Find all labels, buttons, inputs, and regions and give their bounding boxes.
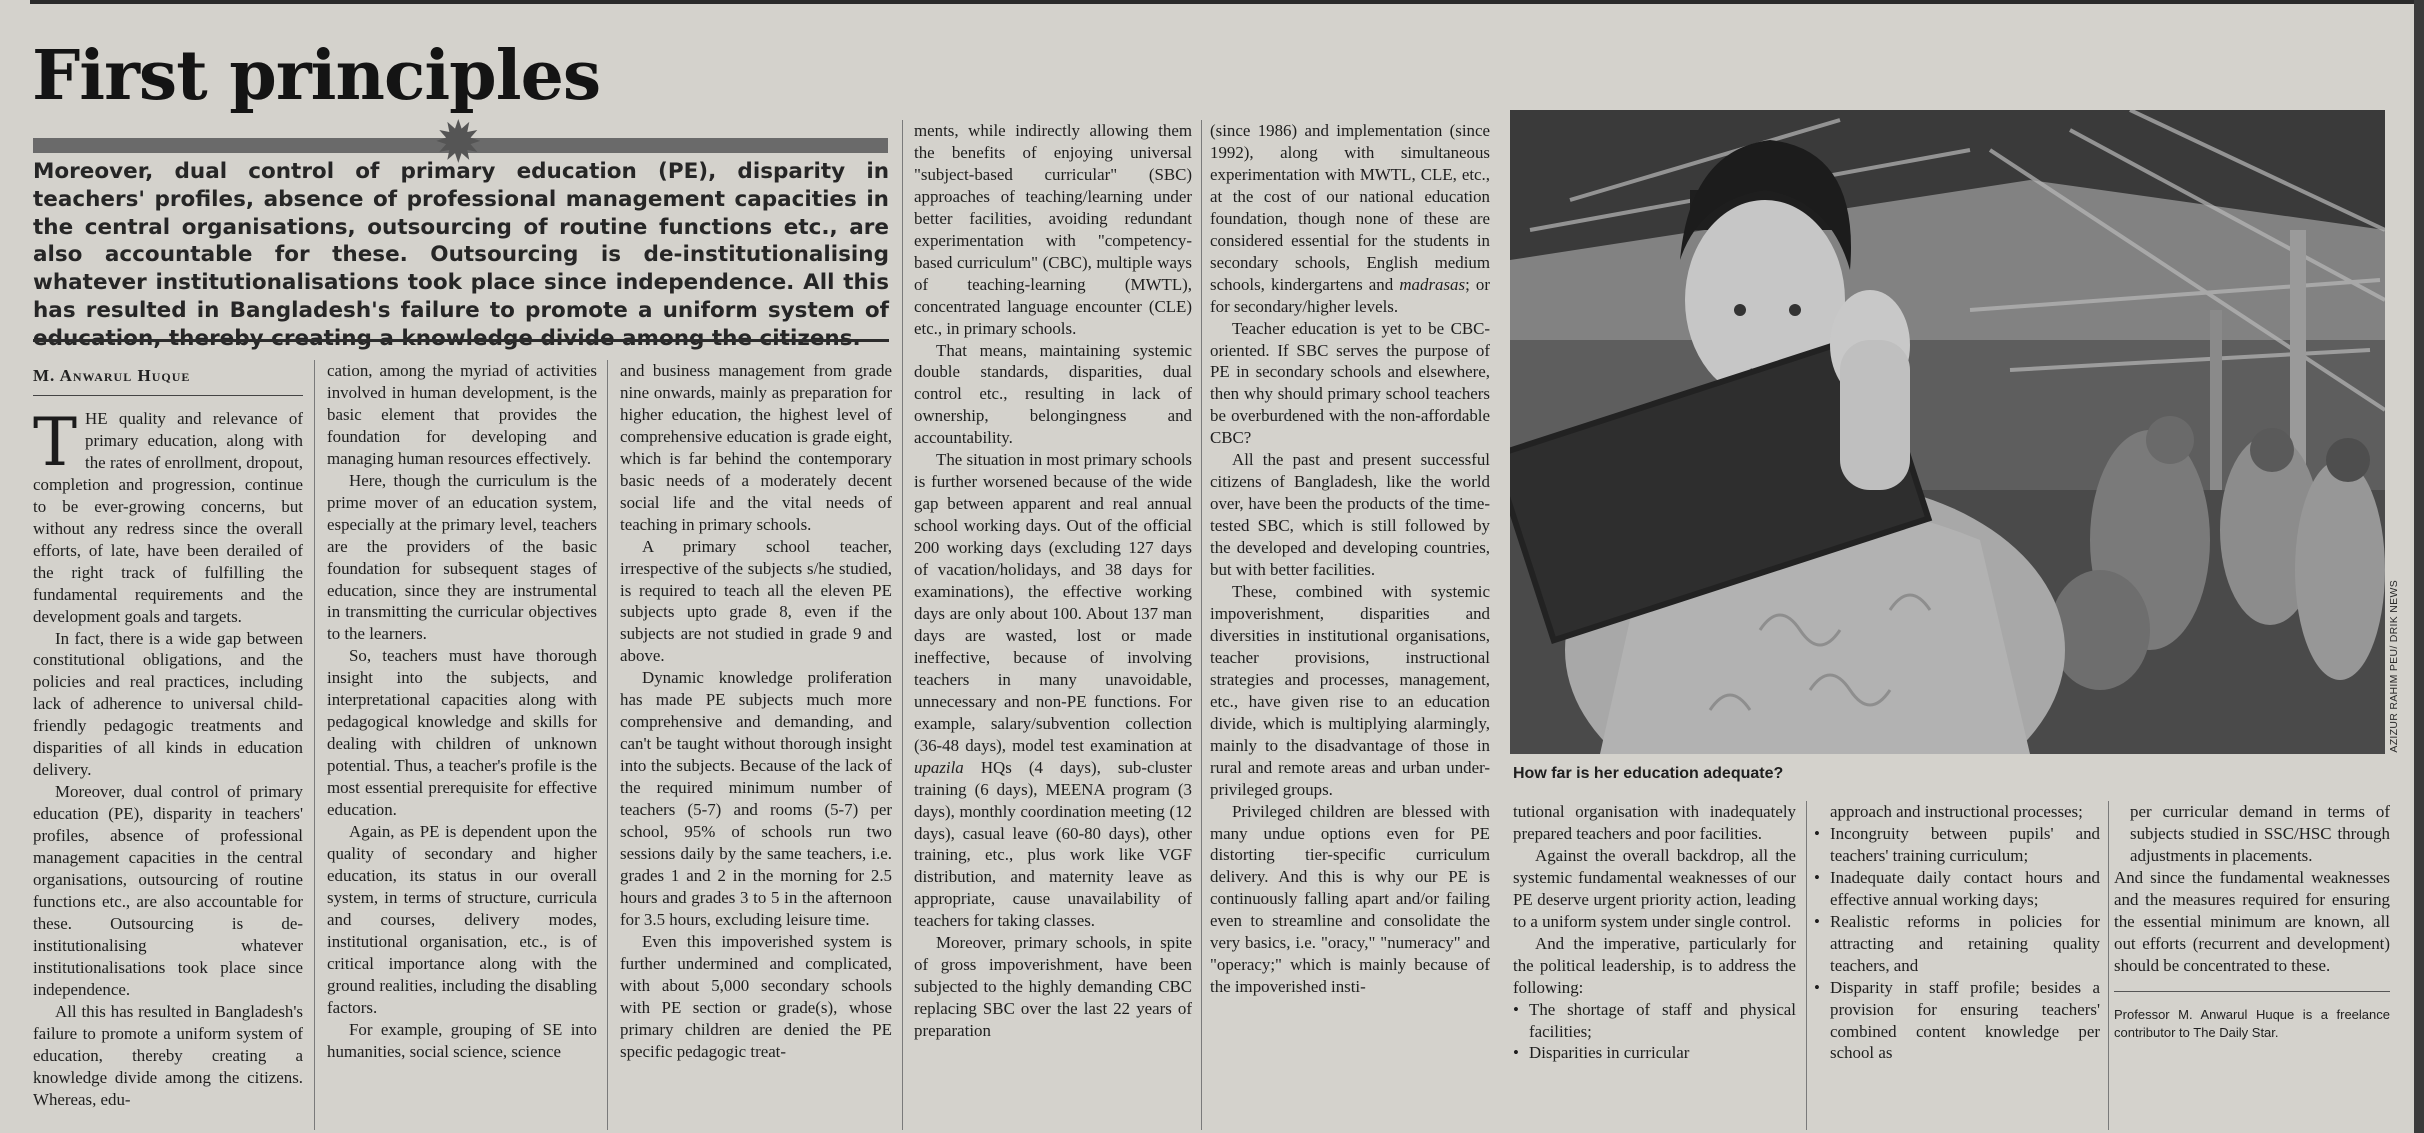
column-rule (902, 120, 903, 1130)
paragraph: Moreover, primary schools, in spite of gross impoverishment, have been subjected to the highly demanding CBC replacing SBC over the last 22 years of preparation (914, 933, 1192, 1041)
photo-credit: AZIZUR RAHIM PEU/ DRIK NEWS (2388, 580, 2400, 753)
text-column-3 (620, 360, 892, 1130)
photo-caption: How far is her education adequate? (1513, 765, 1784, 782)
deck-summary: Moreover, dual control of primary education (PE), disparity in teachers' profiles, absence of professional management capacities in the central organisations, outsourcing of routine functions etc., are also accountable for these. Outsourcing is de-institutionalising whatever institutionalisations took place since independence. All this has resulted in Bangladesh's failure to promote a uniform system of (33, 159, 889, 323)
paragraph: These, combined with systemic impoverishment, disparities and diversities in institutional organisations, teacher provisions, instructional strategies and processes, management, etc., have given rise to an education divide, which is multiplying alarmingly, mainly to the disadvantage of those in rural and remote areas and urban under-privileged groups. (1210, 582, 1490, 799)
page-edge (2414, 0, 2424, 1133)
list-item: • Realistic reforms in policies for attracting and retaining quality teachers, and (1814, 911, 2100, 977)
drop-cap: T (33, 408, 78, 481)
list-item: • Incongruity between pupils' and teachers' training curriculum; (1814, 823, 2100, 867)
paragraph: So, teachers must have thorough insight into the subjects, and interpretational capacities along with pedagogical knowledge and skills for dealing with children of unknown potential. Thus, a teacher's profile is the most essential prerequisite for effective education. (327, 646, 597, 820)
paragraph: All this has resulted in Bangladesh's failure to promote a uniform system of education, thereby creating a knowledge divide among the citizens. Whereas, edu- (33, 1001, 303, 1109)
starburst-icon: ✹ (434, 110, 483, 175)
paragraph: ments, while indirectly allowing them the benefits of enjoying universal "subject-based curricular" (SBC) approaches of teaching/learning under better facilities, avoiding redundant experimentation with "competency-based curriculum" (CBC), multiple ways of teaching-learning (MWTL), concentrated language encounter (CLE) etc., in primary schools. (914, 121, 1192, 338)
list-item: • Inadequate daily contact hours and effective annual working days; (1814, 867, 2100, 911)
paragraph: tutional organisation with inadequately prepared teachers and poor facilities. (1513, 802, 1796, 843)
paragraph: Teacher education is yet to be CBC-oriented. If SBC serves the purpose of PE in secondary schools and elsewhere, then why should primary school teachers be overburdened with the non-affordable CBC? (1210, 318, 1490, 448)
paragraph: and business management from grade nine onwards, mainly as preparation for higher education, the highest level of comprehensive education is grade eight, which is far behind the contemporary basic needs of a moderately decent social life and the vital needs of teaching in primary schools. (620, 361, 892, 534)
paragraph: Against the overall backdrop, all the systemic fundamental weaknesses of our PE deserve urgent priority action, leading to a uniform system under single control. (1513, 845, 1796, 931)
byline: M. Anwarul Huque (33, 366, 191, 385)
byline-rule (33, 395, 303, 396)
author-note-rule (2114, 991, 2390, 992)
recommendations-list (1814, 823, 2100, 1064)
paragraph: Dynamic knowledge proliferation has made PE subjects much more comprehensive and demanding, and can't be taught without thorough insight into the subjects. Because of the lack of the required minimum number of teachers (5-7) and rooms (5-7) per school, 95% of schools run two sessions daily by the same teachers, i.e. grades 1 and 2 in the morning for 2.5 hours and grades 3 to 5 in the afternoon for 3.5 hours, excluding leisure time. (620, 668, 892, 929)
paragraph: Again, as PE is dependent upon the quality of secondary and higher education, its status in our overall system, in terms of structure, curricula and courses, delivery modes, institutional organisation, etc., is of critical importance along with the ground realities, including the disabling factors. (327, 822, 597, 1017)
column-rule (607, 360, 608, 1130)
text-column-5 (1210, 120, 1490, 1130)
paragraph: For example, grouping of SE into humanities, social science, science (327, 1019, 597, 1061)
text-column-8 (2114, 801, 2390, 1130)
text-column-6 (1513, 801, 1796, 1130)
italic-term: upazila (914, 757, 964, 777)
paragraph: All the past and present successful citizens of Bangladesh, like the world over, have been the products of the time-tested SBC, which is still followed by the developed and developing countries, but with better facilities. (1210, 450, 1490, 580)
paragraph: A primary school teacher, irrespective of the subjects s/he studied, is required to teach all the eleven PE subjects upto grade 8, even if the subjects are not studied in grade 9 and above. (620, 536, 892, 666)
column-rule (1201, 120, 1202, 1130)
paragraph-text: HE quality and relevance of primary education, along with the rates of enrollment, dropout, completion and progression, continue to be ever-growing concerns, but without any redress since the overall efforts, of late, have been derailed of the right track of fulfilling the fundamental requirements and the development goals and targets. (33, 409, 303, 626)
paragraph-text: (since 1986) and implementation (since 1992), along with simultaneous experimentation with MWTL, CLE, etc., at the cost of our national education foundation, though none of these are considered essential for the students in secondary schools, English medium schools, kindergartens and (1210, 121, 1490, 294)
author-note: Professor M. Anwarul Huque is a freelance contributor to The Daily Star. (2114, 1006, 2390, 1040)
child-reading-slate-photo (1510, 110, 2385, 754)
paragraph: In fact, there is a wide gap between constitutional obligations, and the policies and real practices, including lack of adherence to universal child-friendly pedagogic treatments and disparities of all kinds in education delivery. (33, 628, 303, 780)
italic-term: madrasas (1399, 274, 1466, 294)
headline: First principles (32, 36, 601, 116)
paragraph: And since the fundamental weaknesses and the measures required for ensuring the essential minimum are known, all out efforts (recurrent and development) should be concentrated to these. (2114, 867, 2390, 975)
list-item: • The shortage of staff and physical facilities; (1513, 999, 1796, 1043)
paragraph: Privileged children are blessed with many undue options even for PE distorting tier-specific curriculum delivery. And this is why our PE is continuously falling apart and/or failing even to streamline and consolidate the very basics, i.e. "oracy," "numeracy" and "operacy;" which is mainly because of the impoverished insti- (1210, 801, 1490, 997)
paragraph: Here, though the curriculum is the prime mover of an education system, especially at the primary level, teachers are the providers of the basic foundation for subsequent stages of education, since they are instrumental in transmitting the curricular objectives to the learners. (327, 470, 597, 644)
text-column-1 (33, 408, 303, 1130)
list-item-continued: approach and instructional processes; (1830, 802, 2083, 821)
column-rule (2108, 801, 2109, 1130)
paragraph: That means, maintaining systemic double standards, disparities, dual control etc., resulting in lack of ownership, belongingness and accountability. (914, 340, 1192, 448)
deck-rule (33, 339, 889, 342)
paragraph: And the imperative, particularly for the political leadership, is to address the following: (1513, 933, 1796, 997)
text-column-7 (1814, 801, 2100, 1130)
news-photo (1510, 110, 2385, 754)
column-rule (1806, 801, 1807, 1130)
paragraph: Moreover, dual control of primary education (PE), disparity in teachers' profiles, absence of professional management capacities in the central organisations, outsourcing of routine functions etc., are also accountable for these. Outsourcing is de-institutionalising whatever institutionalisations took place since independence. (33, 782, 303, 999)
paragraph-text: The situation in most primary schools is further worsened because of the wide gap between apparent and real annual school working days. Out of the official 200 working days (excluding 127 days of vacation/holidays, and 38 days for examinations), the effective working days are only about 100. About 137 man days are wasted, lost or made ineffective, because of involving teachers in many unavoidable, unnecessary and non-PE functions. For example, salary/subvention collection (36-48 days), model test examination at (914, 450, 1192, 755)
paragraph: Even this impoverished system is further undermined and complicated, with about 5,000 secondary schools with PE section or grade(s), whose primary children are denied the PE specific pedagogic treat- (620, 931, 892, 1061)
paragraph (33, 408, 303, 628)
list-item: • Disparities in curricular (1513, 1042, 1796, 1064)
paragraph: cation, among the myriad of activities involved in human development, is the basic element that provides the foundation for developing and managing human resources effectively. (327, 361, 597, 468)
column-rule (314, 360, 315, 1130)
text-column-4 (914, 120, 1192, 1130)
text-column-2 (327, 360, 597, 1130)
paragraph-text: ; or for secondary/higher levels. (1210, 274, 1490, 316)
list-item-continued: per curricular demand in terms of subjects studied in SSC/HSC through adjustments in placements. (2130, 802, 2390, 865)
paragraph (1210, 120, 1490, 318)
top-rule (30, 0, 2424, 4)
paragraph-text: HQs (4 days), sub-cluster training (6 days), MEENA program (3 days), monthly coordination meeting (12 days), casual leave (60-80 days), other training, etc., plus work like VGF distribution, and maternity leave as appropriate, cause unavailability of teachers for taking classes. (914, 757, 1192, 931)
paragraph (914, 449, 1192, 932)
recommendations-list (1513, 999, 1796, 1065)
list-item: • Disparity in staff profile; besides a provision for ensuring teachers' combined content knowledge per school as (1814, 977, 2100, 1065)
